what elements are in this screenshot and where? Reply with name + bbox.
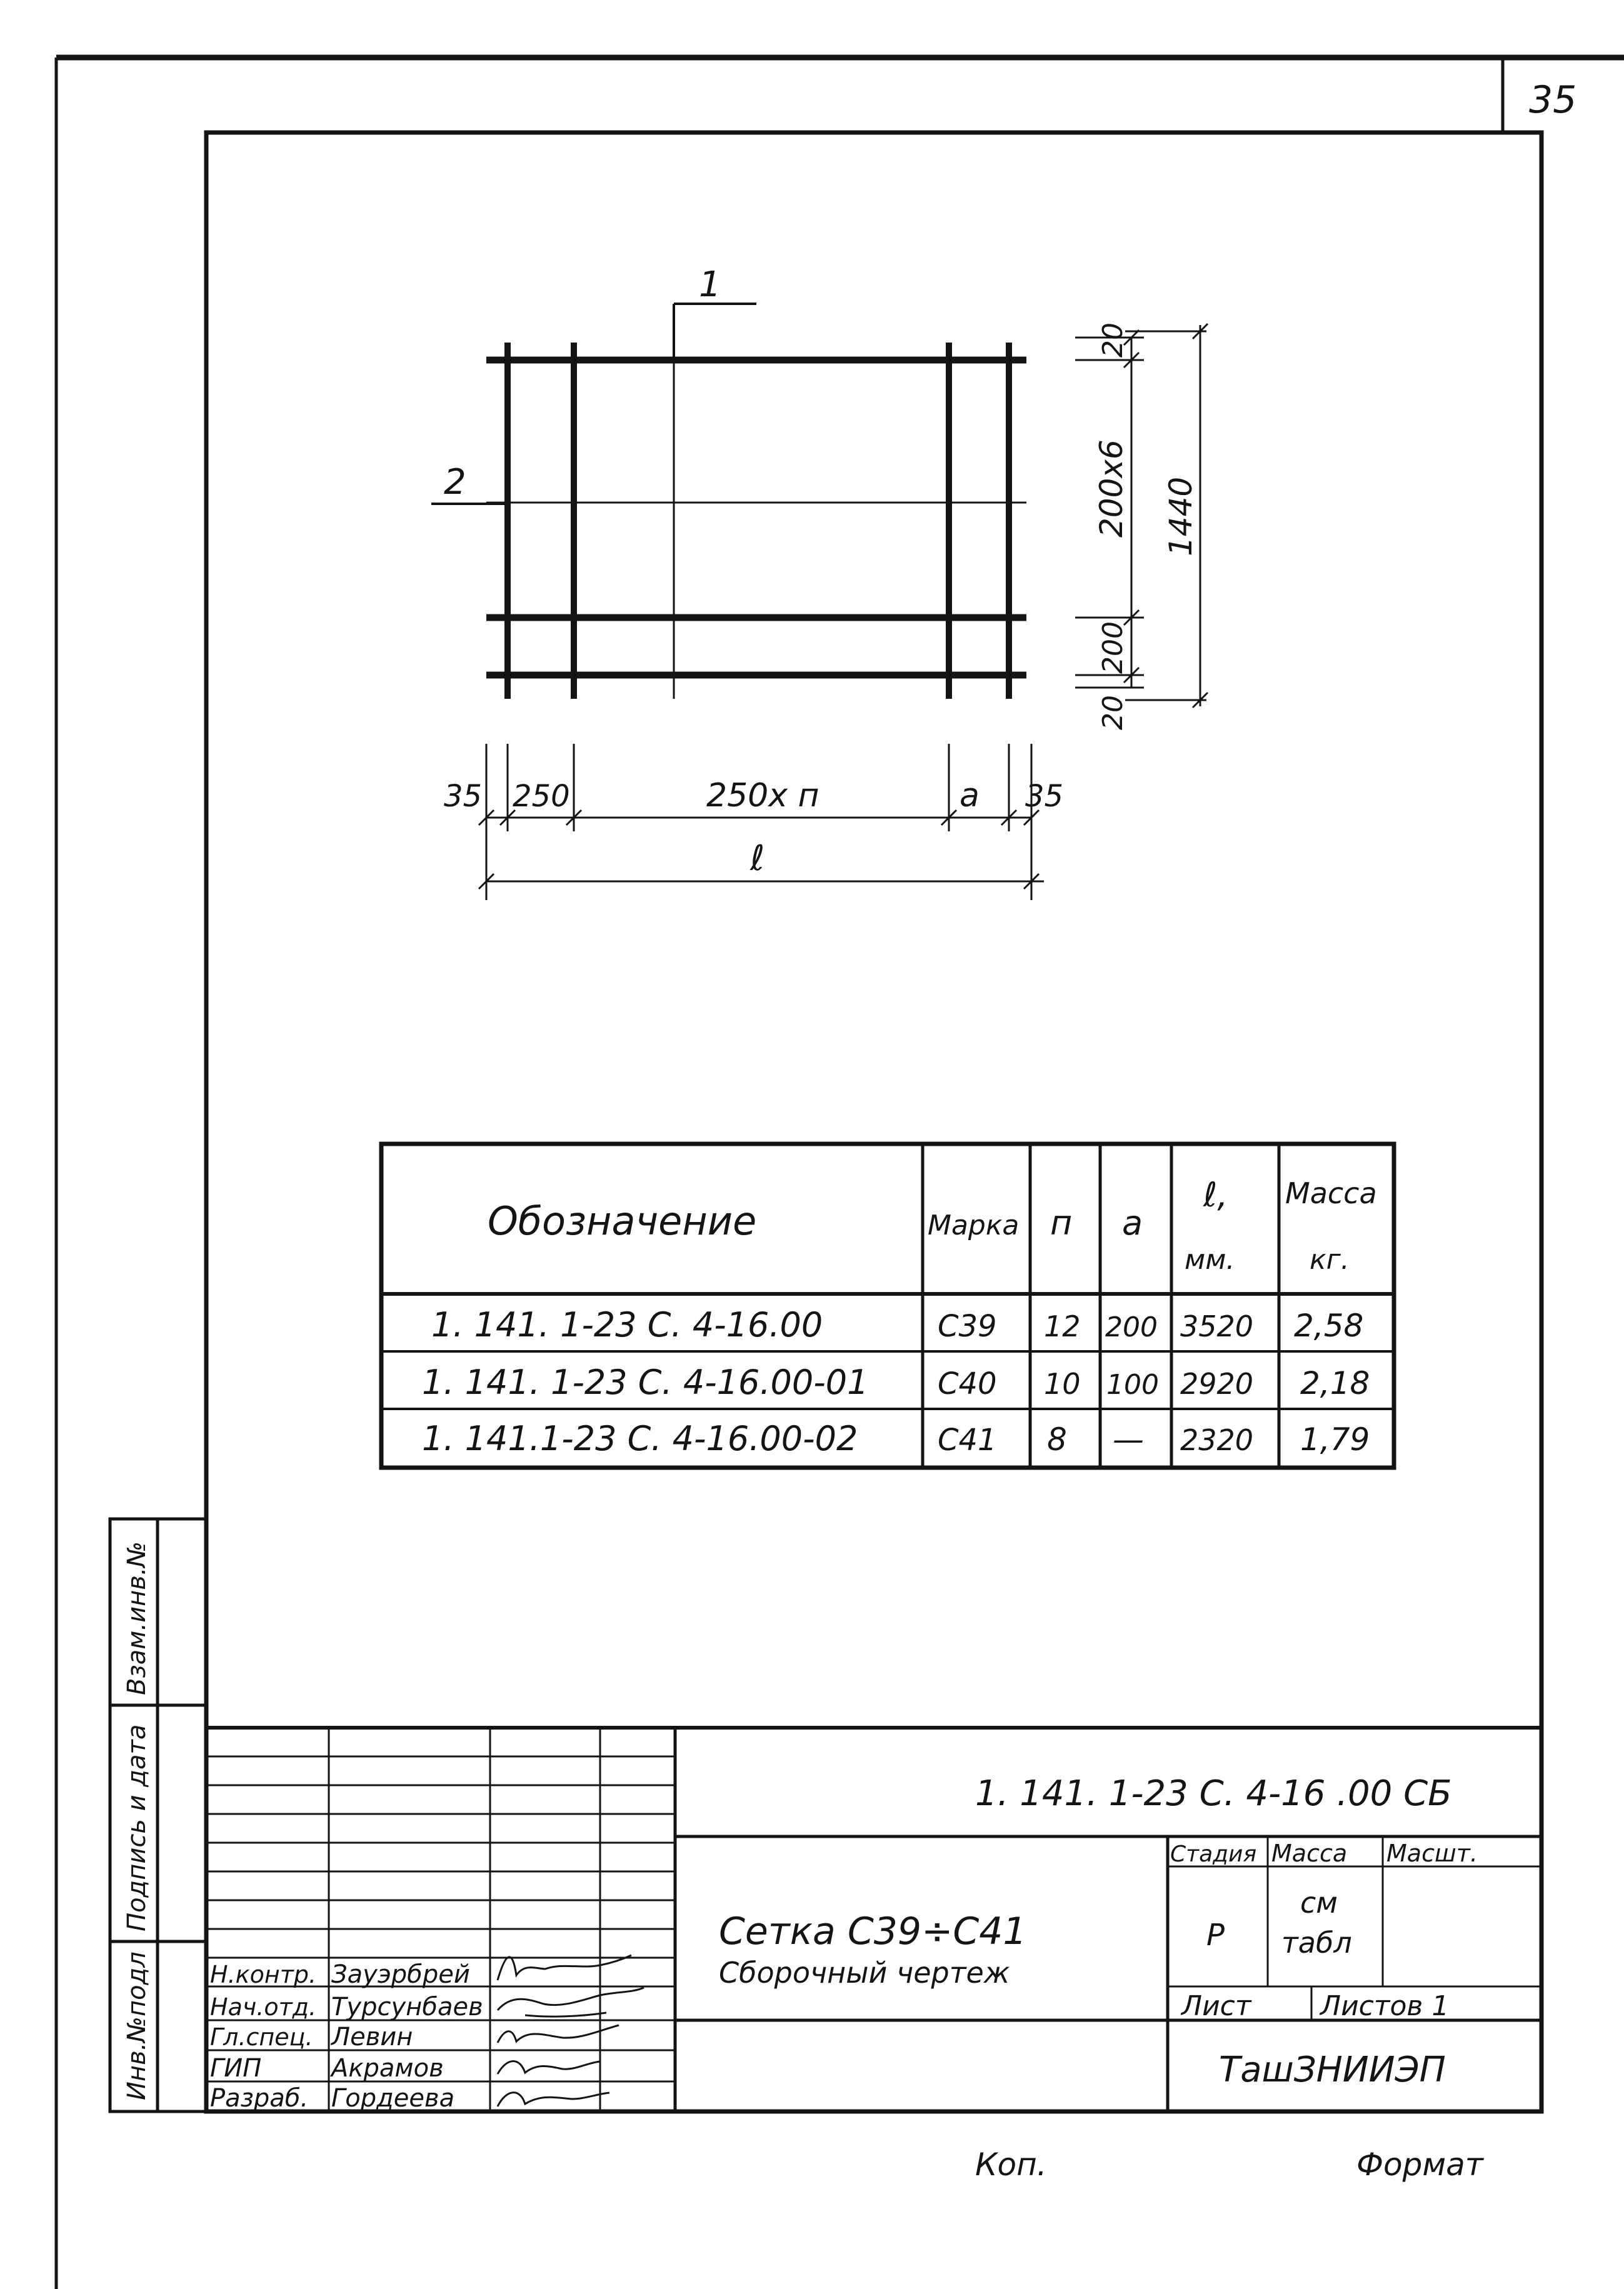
svg-text:100: 100 (1106, 1369, 1159, 1401)
organization: ТашЗНИИЭП (1219, 2050, 1446, 2090)
signature-1 (498, 1955, 631, 1980)
longitudinal-bars (486, 360, 1026, 675)
dim-top-20: 20 (1097, 323, 1129, 358)
stage-label: Стадия (1170, 1841, 1257, 1867)
table-row (431, 1305, 1363, 1345)
dim-first-250: 250 (513, 779, 570, 814)
svg-text:2,18: 2,18 (1300, 1365, 1370, 1401)
svg-text:ГИП: ГИП (210, 2054, 262, 2083)
svg-text:2320: 2320 (1180, 1423, 1254, 1457)
svg-text:2: 2 (444, 462, 466, 503)
svg-text:Акрамов: Акрамов (331, 2054, 444, 2083)
page-number-box (1503, 58, 1576, 133)
svg-text:200: 200 (1105, 1311, 1158, 1343)
table-row (422, 1419, 1370, 1458)
sheet-label: Лист (1181, 1990, 1251, 2022)
transverse-bars (508, 343, 1009, 699)
dim-l-total: ℓ (750, 838, 765, 879)
svg-text:С39: С39 (938, 1309, 997, 1344)
header-l-top: ℓ, (1203, 1175, 1228, 1215)
doc-code: 1. 141. 1-23 С. 4-16 .00 СБ (975, 1773, 1452, 1814)
dim-bottom-20: 20 (1097, 695, 1129, 730)
svg-text:1. 141. 1-23 С. 4-16.00-01: 1. 141. 1-23 С. 4-16.00-01 (422, 1363, 869, 1402)
header-a: a (1122, 1203, 1143, 1243)
table-row (422, 1363, 1370, 1402)
mass-value-2: табл (1281, 1926, 1352, 1960)
page-number: 35 (1529, 78, 1577, 122)
side-stamp (110, 1519, 206, 2111)
title-line-2: Сборочный чертеж (719, 1956, 1010, 1990)
sheets-label: Листов 1 (1320, 1990, 1450, 2022)
dim-1440: 1440 (1163, 476, 1199, 556)
dim-right-35: 35 (1025, 779, 1064, 814)
dim-a: a (960, 777, 980, 814)
footer (975, 2146, 1485, 2183)
svg-text:8: 8 (1047, 1421, 1067, 1458)
svg-text:Нач.отд.: Нач.отд. (210, 1993, 317, 2021)
footer-format: Формат (1356, 2146, 1483, 2183)
svg-text:1. 141.1-23 С. 4-16.00-02: 1. 141.1-23 С. 4-16.00-02 (422, 1419, 858, 1458)
svg-text:Разраб.: Разраб. (210, 2084, 309, 2113)
sheet-border (56, 58, 1624, 2289)
svg-text:С41: С41 (938, 1423, 997, 1458)
mesh-diagram (431, 264, 1208, 900)
signatures (498, 1955, 644, 2106)
side-sign-date: Подпись и дата (123, 1724, 151, 1931)
role-row (210, 1993, 483, 2021)
signature-4 (498, 2061, 600, 2075)
svg-text:Зауэрбрей: Зауэрбрей (331, 1960, 470, 1989)
title-block (206, 1728, 1541, 2113)
svg-text:—: — (1113, 1421, 1144, 1458)
svg-text:С40: С40 (938, 1366, 997, 1401)
svg-text:Н.контр.: Н.контр. (210, 1961, 317, 1988)
role-row (210, 2023, 413, 2051)
mass-label: Масса (1271, 1840, 1348, 1867)
svg-text:1. 141. 1-23 С. 4-16.00: 1. 141. 1-23 С. 4-16.00 (431, 1305, 823, 1345)
header-designation: Обозначение (488, 1198, 757, 1244)
title-line-1: Сетка С39÷С41 (719, 1910, 1027, 1953)
stage-value: Р (1206, 1918, 1225, 1953)
svg-text:1,79: 1,79 (1300, 1421, 1370, 1458)
svg-text:Турсунбаев: Турсунбаев (331, 1993, 483, 2021)
header-mass-top: Масса (1285, 1176, 1377, 1210)
dim-200x6: 200x6 (1093, 439, 1130, 538)
mass-value-1: см (1300, 1886, 1338, 1920)
side-inv-replace: Взам.инв.№ (123, 1541, 151, 1695)
svg-text:10: 10 (1044, 1367, 1081, 1401)
header-l-bottom: мм. (1185, 1244, 1235, 1276)
spec-table (381, 1144, 1394, 1468)
svg-text:Гордеева: Гордеева (331, 2084, 455, 2113)
signature-2 (498, 1988, 644, 2016)
footer-copy: Коп. (975, 2146, 1047, 2183)
dim-250xn: 250x п (706, 777, 820, 814)
role-row (210, 2054, 444, 2083)
svg-text:1: 1 (699, 264, 721, 305)
role-row (210, 1960, 470, 1989)
dim-left-35: 35 (444, 779, 483, 814)
svg-text:3520: 3520 (1180, 1310, 1254, 1343)
side-inv-orig: Инв.№подл (123, 1951, 151, 2100)
header-mark: Марка (928, 1210, 1020, 1241)
dim-bottom-200: 200 (1097, 621, 1129, 674)
svg-text:Гл.спец.: Гл.спец. (210, 2023, 313, 2051)
scale-label: Масшт. (1386, 1840, 1478, 1867)
header-n: п (1050, 1203, 1073, 1243)
svg-text:2920: 2920 (1180, 1367, 1254, 1401)
role-row (210, 2084, 454, 2113)
signature-5 (498, 2093, 609, 2106)
callout-1 (674, 264, 756, 363)
svg-text:12: 12 (1044, 1310, 1081, 1343)
svg-text:2,58: 2,58 (1294, 1308, 1364, 1344)
callout-2 (431, 462, 506, 504)
svg-text:Левин: Левин (331, 2023, 413, 2051)
header-mass-bottom: кг. (1310, 1244, 1350, 1276)
